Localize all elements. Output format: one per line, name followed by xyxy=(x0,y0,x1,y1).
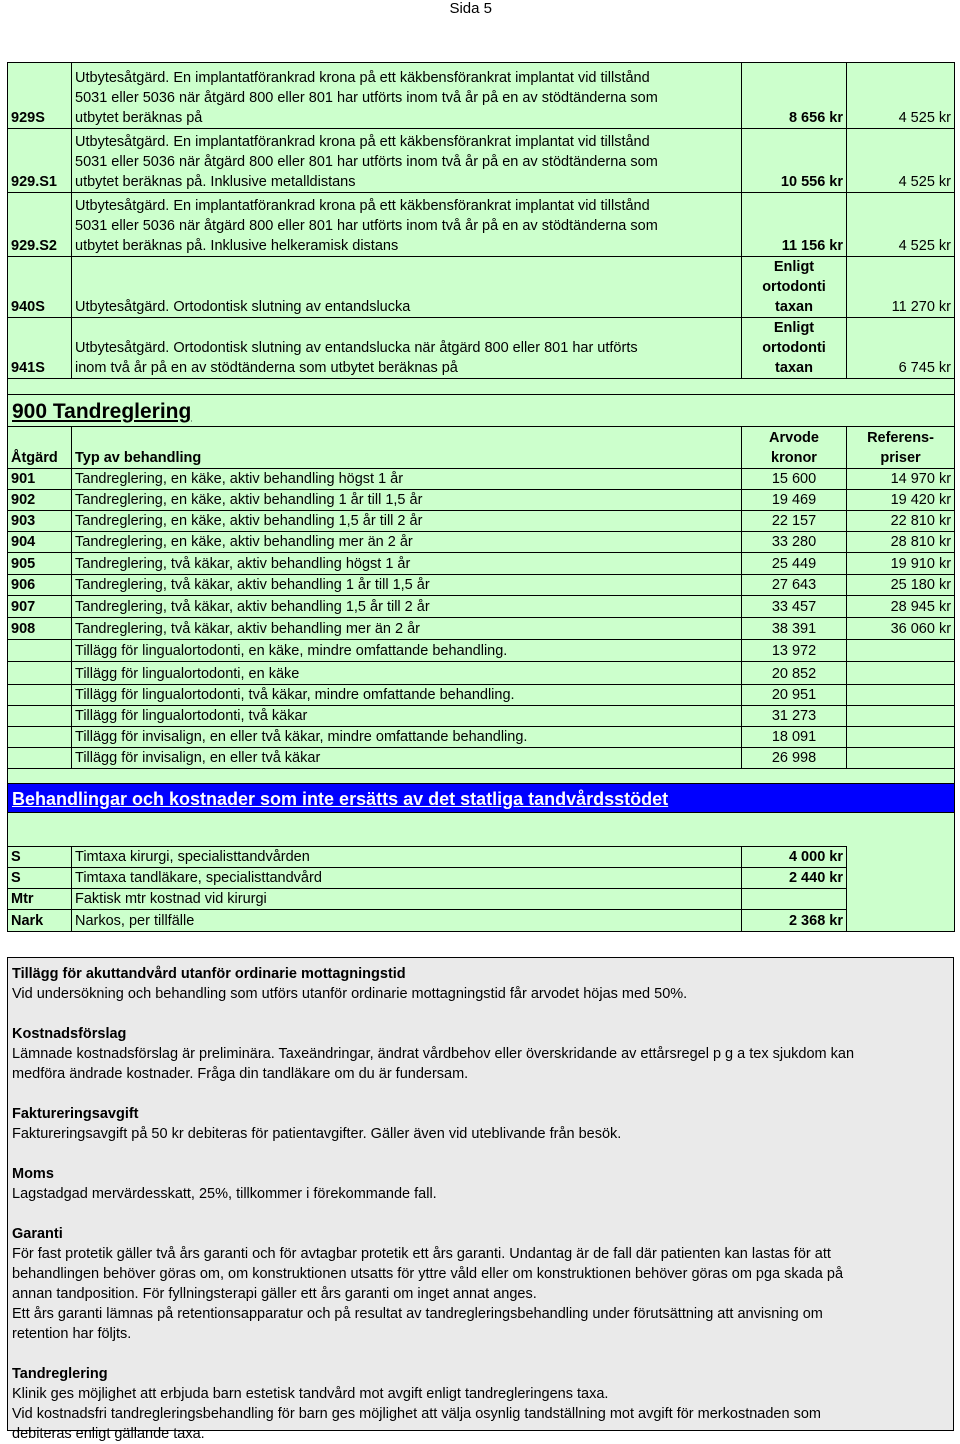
row-description: Tillägg för invisalign, en eller två käkar, mindre omfattande behandling. xyxy=(72,727,742,748)
row-description: Tillägg för lingualortodonti, två käkar, mindre omfattande behandling. xyxy=(72,685,742,706)
kostnadsforslag-text: medföra ändrade kostnader. Fråga din tandläkare om du är fundersam. xyxy=(12,1066,469,1082)
row-code xyxy=(8,706,72,727)
row-code: S xyxy=(8,868,72,889)
row-ref: 6 745 kr xyxy=(847,318,955,379)
faktureringsavgift-text: Faktureringsavgift på 50 kr debiteras för patientavgifter. Gäller även vid uteblivande från besök. xyxy=(12,1126,622,1142)
row-code: 907 xyxy=(8,596,72,618)
table-row xyxy=(8,257,955,318)
tandreglering-text: Vid kostnadsfri tandregleringsbehandling för barn ges möjlighet att välja osynlig tandställning mot avgift för merkostnaden som xyxy=(12,1406,821,1422)
table-row xyxy=(8,618,955,640)
row-description: Timtaxa tandläkare, specialisttandvård xyxy=(72,868,742,889)
row-arvode: 8 656 kr xyxy=(742,63,847,129)
row-description: Tillägg för lingualortodonti, en käke, mindre omfattande behandling. xyxy=(72,640,742,662)
row-arvode: 38 391 xyxy=(742,618,847,640)
row-ref: 19 910 kr xyxy=(847,553,955,575)
row-arvode: 33 457 xyxy=(742,596,847,618)
row-arvode: Enligt ortodonti taxan xyxy=(742,318,847,379)
garanti-text: retention har följts. xyxy=(12,1326,132,1342)
row-price: 4 000 kr xyxy=(742,847,847,868)
row-description: Tandreglering, en käke, aktiv behandling 1 år till 1,5 år xyxy=(72,490,742,511)
row-code: 908 xyxy=(8,618,72,640)
row-ref: 28 945 kr xyxy=(847,596,955,618)
col-header-desc: Typ av behandling xyxy=(72,427,742,469)
row-code: Mtr xyxy=(8,889,72,910)
row-arvode: 33 280 xyxy=(742,532,847,553)
row-code: S xyxy=(8,847,72,868)
row-ref: 14 970 kr xyxy=(847,469,955,490)
row-arvode: 26 998 xyxy=(742,748,847,769)
row-description: Tillägg för lingualortodonti, en käke xyxy=(72,662,742,685)
section-900-title: 900 Tandreglering xyxy=(8,395,955,427)
row-description: Tandreglering, en käke, aktiv behandling mer än 2 år xyxy=(72,532,742,553)
row-description: Tandreglering, två käkar, aktiv behandling mer än 2 år xyxy=(72,618,742,640)
row-code xyxy=(8,727,72,748)
row-arvode: 15 600 xyxy=(742,469,847,490)
row-code xyxy=(8,685,72,706)
table-row xyxy=(8,193,955,257)
table-row xyxy=(8,727,955,748)
row-ref: 4 525 kr xyxy=(847,63,955,129)
row-ref xyxy=(847,640,955,662)
table-row xyxy=(8,868,955,889)
row-ref xyxy=(847,748,955,769)
table-row xyxy=(8,553,955,575)
garanti-text: För fast protetik gäller två års garanti och för avtagbar protetik ett års garanti. Undantag är de fall där patienten kan lastas för att xyxy=(12,1246,831,1262)
row-code xyxy=(8,640,72,662)
table-row xyxy=(8,596,955,618)
row-arvode: Enligt ortodonti taxan xyxy=(742,257,847,318)
row-ref: 4 525 kr xyxy=(847,193,955,257)
row-code: 929.S1 xyxy=(8,129,72,193)
row-code: 906 xyxy=(8,575,72,596)
table-row xyxy=(8,129,955,193)
row-code: 929S xyxy=(8,63,72,129)
row-code: 929.S2 xyxy=(8,193,72,257)
row-arvode: 27 643 xyxy=(742,575,847,596)
row-ref xyxy=(847,662,955,685)
row-description: Tandreglering, två käkar, aktiv behandling 1 år till 1,5 år xyxy=(72,575,742,596)
table-row xyxy=(8,532,955,553)
kostnadsforslag-title: Kostnadsförslag xyxy=(12,1026,127,1042)
row-description: Narkos, per tillfälle xyxy=(72,910,742,932)
table-row xyxy=(8,889,955,910)
col-header-arvode: Arvode kronor xyxy=(742,427,847,469)
table-row xyxy=(8,469,955,490)
tandreglering-text: debiteras enligt gällande taxa. xyxy=(12,1426,205,1442)
table-row xyxy=(8,662,955,685)
row-ref: 11 270 kr xyxy=(847,257,955,318)
row-code xyxy=(8,662,72,685)
row-arvode: 19 469 xyxy=(742,490,847,511)
spacer-row xyxy=(8,813,955,847)
row-arvode: 11 156 kr xyxy=(742,193,847,257)
moms-text: Lagstadgad mervärdesskatt, 25%, tillkommer i förekommande fall. xyxy=(12,1186,437,1202)
table-row xyxy=(8,575,955,596)
garanti-title: Garanti xyxy=(12,1226,63,1242)
row-code: 903 xyxy=(8,511,72,532)
table-row xyxy=(8,847,955,868)
section-900-table xyxy=(7,394,955,789)
row-ref: 22 810 kr xyxy=(847,511,955,532)
akut-text: Vid undersökning och behandling som utförs utanför ordinarie mottagningstid får arvodet höjas med 50%. xyxy=(12,986,688,1002)
row-description: Tandreglering, en käke, aktiv behandling 1,5 år till 2 år xyxy=(72,511,742,532)
row-arvode: 25 449 xyxy=(742,553,847,575)
row-ref: 25 180 kr xyxy=(847,575,955,596)
row-ref xyxy=(847,685,955,706)
garanti-text: annan tandposition. För fyllningsterapi gäller ett års garanti om inget annat anges. xyxy=(12,1286,537,1302)
row-code: 901 xyxy=(8,469,72,490)
row-description: Faktisk mtr kostnad vid kirurgi xyxy=(72,889,742,910)
row-code xyxy=(8,748,72,769)
col-header-code: Åtgärd xyxy=(8,427,72,469)
faktureringsavgift-title: Faktureringsavgift xyxy=(12,1106,139,1122)
row-ref: 4 525 kr xyxy=(847,129,955,193)
akut-title: Tillägg för akuttandvård utanför ordinarie mottagningstid xyxy=(12,966,406,982)
tandreglering-title: Tandreglering xyxy=(12,1366,108,1382)
row-arvode: 20 951 xyxy=(742,685,847,706)
row-description: Tillägg för lingualortodonti, två käkar xyxy=(72,706,742,727)
row-arvode: 20 852 xyxy=(742,662,847,685)
row-arvode: 31 273 xyxy=(742,706,847,727)
info-block xyxy=(7,957,954,1442)
table-row xyxy=(8,910,955,932)
row-description: Utbytesåtgärd. En implantatförankrad krona på ett käkbensförankrat implantat vid tillstånd 5031 eller 5036 när åtgärd 800 eller 801 har utförts inom två år på en av stödtänderna som utbytet beräknas på. Inklusive metalldistans xyxy=(72,129,742,193)
row-code: 904 xyxy=(8,532,72,553)
extra-costs-title: Behandlingar och kostnader som inte ersätts av det statliga tandvårdsstödet xyxy=(8,784,955,813)
row-description: Utbytesåtgärd. En implantatförankrad krona på ett käkbensförankrat implantat vid tillstånd 5031 eller 5036 när åtgärd 800 eller 801 har utförts inom två år på en av stödtänderna som utbytet beräknas på. Inklusive helkeramisk distans xyxy=(72,193,742,257)
row-description: Utbytesåtgärd. Ortodontisk slutning av entandslucka när åtgärd 800 eller 801 har utförts inom två år på en av stödtänderna som utbytet beräknas på xyxy=(72,318,742,379)
row-arvode: 22 157 xyxy=(742,511,847,532)
table-row xyxy=(8,706,955,727)
row-description: Timtaxa kirurgi, specialisttandvården xyxy=(72,847,742,868)
row-arvode: 18 091 xyxy=(742,727,847,748)
extra-costs-table xyxy=(7,783,955,932)
row-description: Utbytesåtgärd. En implantatförankrad krona på ett käkbensförankrat implantat vid tillstånd 5031 eller 5036 när åtgärd 800 eller 801 har utförts inom två år på en av stödtänderna som utbytet beräknas på xyxy=(72,63,742,129)
section-900-header xyxy=(8,427,955,469)
row-code: 940S xyxy=(8,257,72,318)
row-code: 905 xyxy=(8,553,72,575)
row-description: Tillägg för invisalign, en eller två käkar xyxy=(72,748,742,769)
table-row xyxy=(8,640,955,662)
table-row xyxy=(8,490,955,511)
col-header-ref: Referens- priser xyxy=(847,427,955,469)
row-ref: 19 420 kr xyxy=(847,490,955,511)
row-price: 2 440 kr xyxy=(742,868,847,889)
row-description: Utbytesåtgärd. Ortodontisk slutning av entandslucka xyxy=(72,257,742,318)
table-row xyxy=(8,318,955,379)
moms-title: Moms xyxy=(12,1166,54,1182)
row-price xyxy=(742,889,847,910)
table-row xyxy=(8,63,955,129)
row-description: Tandreglering, en käke, aktiv behandling högst 1 år xyxy=(72,469,742,490)
top-fee-table xyxy=(7,62,955,397)
row-price: 2 368 kr xyxy=(742,910,847,932)
row-arvode: 10 556 kr xyxy=(742,129,847,193)
row-ref xyxy=(847,706,955,727)
row-arvode: 13 972 xyxy=(742,640,847,662)
row-description: Tandreglering, två käkar, aktiv behandling högst 1 år xyxy=(72,553,742,575)
row-ref xyxy=(847,727,955,748)
table-row xyxy=(8,511,955,532)
page-number: Sida 5 xyxy=(449,0,492,17)
row-code: 902 xyxy=(8,490,72,511)
table-row xyxy=(8,685,955,706)
kostnadsforslag-text: Lämnade kostnadsförslag är preliminära. Taxeändringar, ändrat vårdbehov eller överskridande av ettårsregel p g a tex sjukdom kan xyxy=(12,1046,855,1062)
table-row xyxy=(8,748,955,769)
row-ref: 36 060 kr xyxy=(847,618,955,640)
row-code: 941S xyxy=(8,318,72,379)
garanti-text: Ett års garanti lämnas på retentionsapparatur och på resultat av tandregleringsbehandling under förutsättning att anvisning om xyxy=(12,1306,823,1322)
garanti-text: behandlingen behöver göras om, om konstruktionen utsatts för yttre våld eller om konstruktionen behöver göras om pga skada på xyxy=(12,1266,844,1282)
tandreglering-text: Klinik ges möjlighet att erbjuda barn estetisk tandvård mot avgift enligt tandregleringens taxa. xyxy=(12,1386,609,1402)
row-ref: 28 810 kr xyxy=(847,532,955,553)
row-description: Tandreglering, två käkar, aktiv behandling 1,5 år till 2 år xyxy=(72,596,742,618)
row-code: Nark xyxy=(8,910,72,932)
